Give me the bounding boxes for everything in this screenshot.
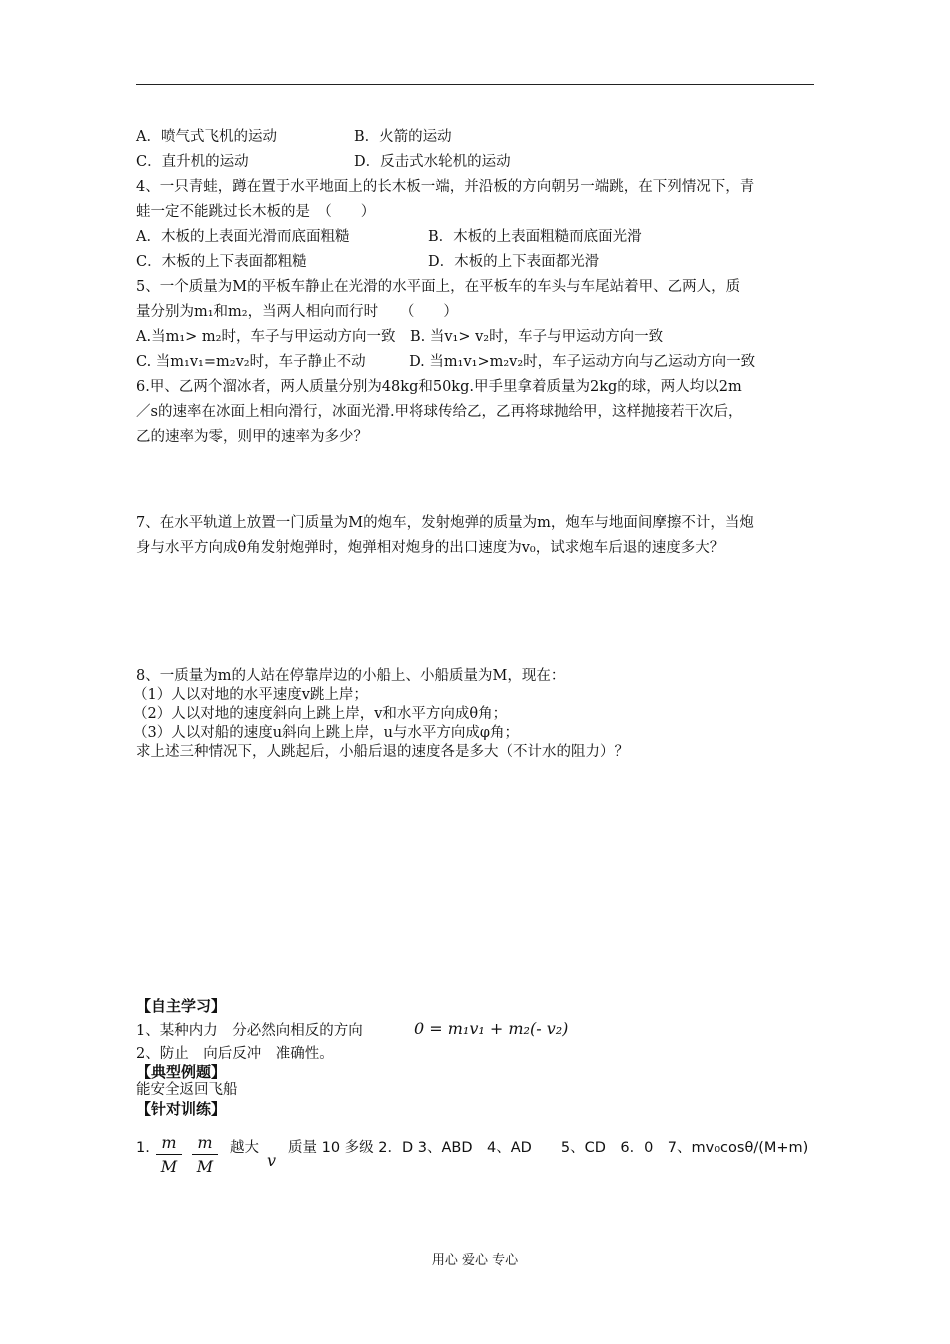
q3-option-a: A．喷气式飞机的运动 [136, 129, 277, 145]
q5-options-cd: C. 当m₁v₁=m₂v₂时，车子静止不动 D. 当m₁v₁>m₂v₂时，车子运动方向与乙运动方向一致 [136, 354, 756, 370]
q4-stem-line2: 蛙一定不能跳过长木板的是 （ ） [136, 204, 376, 220]
q4-option-a: A．木板的上表面光滑而底面粗糙 [136, 229, 350, 245]
fraction-m-over-M-1 [156, 1133, 182, 1176]
page-footer: 用心 爱心 专心 [431, 1253, 519, 1268]
answer-example: 能安全返回飞船 [136, 1082, 238, 1098]
fraction-1-denominator: M [160, 1157, 178, 1176]
q6-line3: 乙的速率为零，则甲的速率为多少？ [136, 429, 368, 445]
answer-self-study-2: 2、防止 向后反冲 准确性。 [136, 1046, 334, 1062]
q8-line5: 求上述三种情况下，人跳起后，小船后退的速度各是多大（不计水的阻力）？ [136, 744, 629, 760]
q5-stem-line2: 量分别为m₁和m₂，当两人相向而行时 （ ） [136, 304, 458, 320]
q4-stem-line1: 4、一只青蛙，蹲在置于水平地面上的长木板一端，并沿板的方向朝另一端跳，在下列情况下，青 [136, 179, 755, 195]
fraction-m-over-M-2 [192, 1133, 218, 1176]
section-heading-training: 【针对训练】 [136, 1100, 227, 1118]
momentum-formula: 0 = m₁v₁ + m₂(- v₂) [414, 1019, 569, 1038]
fraction-1-bar [156, 1154, 182, 1155]
header-rule [136, 84, 814, 85]
fraction-2-denominator: M [196, 1157, 214, 1176]
fraction-1-numerator: m [161, 1133, 177, 1152]
q6-line2: ／s的速率在冰面上相向滑行，冰面光滑.甲将球传给乙，乙再将球抛给甲，这样抛接若干次后， [136, 404, 743, 420]
section-heading-examples: 【典型例题】 [136, 1063, 227, 1081]
q5-options-ab: A.当m₁> m₂时，车子与甲运动方向一致 B. 当v₁> v₂时，车子与甲运动方向一致 [136, 329, 664, 345]
training-answer-larger: 越大 [230, 1140, 259, 1156]
q3-option-d: D．反击式水轮机的运动 [354, 154, 511, 170]
training-answer-velocity: v [267, 1151, 277, 1170]
q3-option-b: B．火箭的运动 [354, 129, 452, 145]
answer-self-study-1: 1、某种内力 分必然向相反的方向 [136, 1023, 363, 1039]
training-answer-list: 质量 10 多级 2．D 3、ABD 4、AD 5、CD 6．0 7、mv₀cosθ/(M+m) [288, 1140, 809, 1156]
q8-line1: 8、一质量为m的人站在停靠岸边的小船上、小船质量为M，现在： [136, 668, 566, 684]
training-answer-number: 1. [136, 1140, 150, 1156]
fraction-2-bar [192, 1154, 218, 1155]
q8-line3: （2）人以对地的速度斜向上跳上岸，v和水平方向成θ角； [133, 706, 508, 722]
q8-line2: （1）人以对地的水平速度v跳上岸； [133, 687, 368, 703]
q4-option-b: B．木板的上表面粗糙而底面光滑 [428, 229, 642, 245]
q3-option-c: C．直升机的运动 [136, 154, 249, 170]
q7-line1: 7、在水平轨道上放置一门质量为M的炮车，发射炮弹的质量为m，炮车与地面间摩擦不计，当炮 [136, 515, 754, 531]
fraction-2-numerator: m [197, 1133, 213, 1152]
q6-line1: 6.甲、乙两个溜冰者，两人质量分别为48kg和50kg.甲手里拿着质量为2kg的球，两人均以2m [136, 379, 742, 395]
q4-option-c: C．木板的上下表面都粗糙 [136, 254, 307, 270]
q8-line4: （3）人以对船的速度u斜向上跳上岸，u与水平方向成φ角； [133, 725, 520, 741]
q4-option-d: D．木板的上下表面都光滑 [428, 254, 600, 270]
q7-line2: 身与水平方向成θ角发射炮弹时，炮弹相对炮身的出口速度为v₀，试求炮车后退的速度多大？ [136, 540, 725, 556]
q5-stem-line1: 5、一个质量为M的平板车静止在光滑的水平面上，在平板车的车头与车尾站着甲、乙两人，质 [136, 279, 741, 295]
section-heading-self-study: 【自主学习】 [136, 997, 227, 1015]
